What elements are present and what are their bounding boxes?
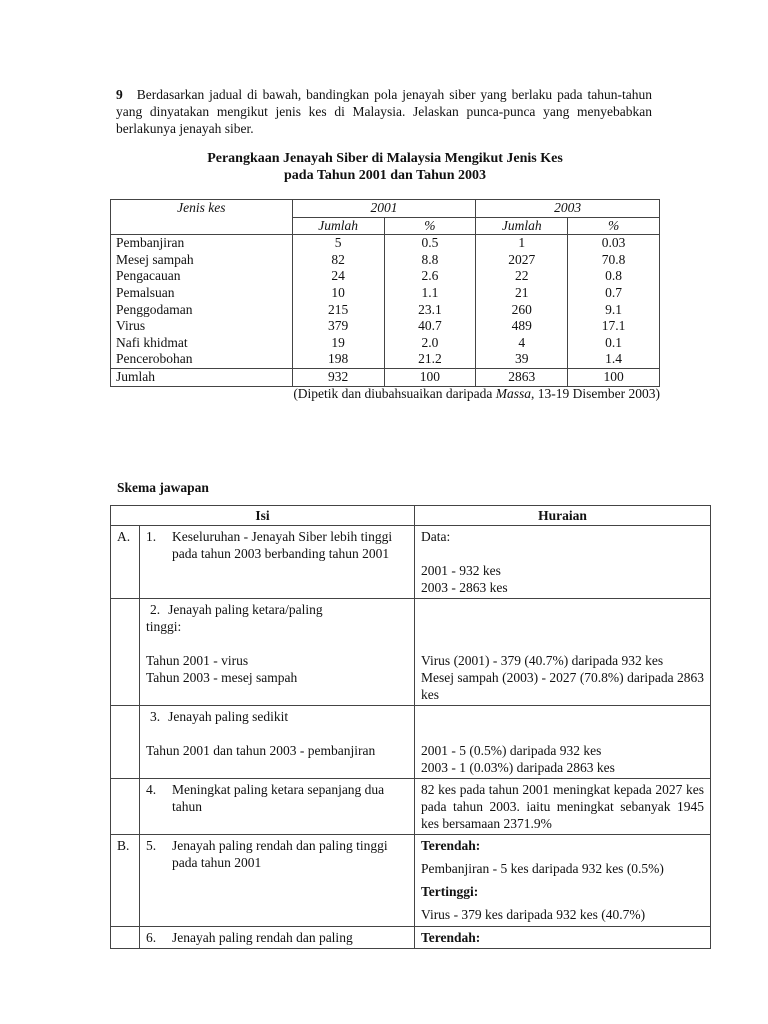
scheme-row — [111, 526, 711, 599]
source-prefix: (Dipetik dan diubahsuaikan daripada — [293, 386, 496, 401]
jumlah-2001-cell: 5 — [292, 235, 384, 252]
header-huraian: Huraian — [415, 506, 711, 526]
stats-row — [111, 335, 660, 352]
case-type-cell: Mesej sampah — [111, 252, 293, 269]
item-number: 3. — [150, 709, 161, 724]
total-jumlah-2001: 932 — [292, 368, 384, 386]
header-percent-2003: % — [568, 217, 660, 235]
header-percent-2001: % — [384, 217, 476, 235]
section-label-a: A. — [111, 526, 140, 599]
percent-2001-cell: 1.1 — [384, 285, 476, 302]
stats-row — [111, 252, 660, 269]
case-type-cell: Penggodaman — [111, 302, 293, 319]
item-isi: Jenayah paling rendah dan paling — [172, 930, 353, 945]
question-number: 9 — [116, 87, 123, 102]
item-isi: Jenayah paling ketara/paling — [168, 602, 323, 617]
jumlah-2003-cell: 260 — [476, 302, 568, 319]
stats-row — [111, 268, 660, 285]
case-type-cell: Pemalsuan — [111, 285, 293, 302]
case-type-cell: Pembanjiran — [111, 235, 293, 252]
percent-2001-cell: 40.7 — [384, 318, 476, 335]
percent-2003-cell: 9.1 — [568, 302, 660, 319]
jumlah-2001-cell: 10 — [292, 285, 384, 302]
source-publication: Massa — [495, 386, 532, 401]
huraian-text: 2003 - 1 (0.03%) daripada 2863 kes — [421, 760, 615, 775]
total-label: Jumlah — [111, 368, 293, 386]
stats-row — [111, 351, 660, 368]
jumlah-2001-cell: 198 — [292, 351, 384, 368]
total-jumlah-2003: 2863 — [476, 368, 568, 386]
huraian-heading: Tertinggi: — [421, 884, 479, 899]
huraian-text: 2003 - 2863 kes — [421, 580, 508, 595]
header-year-2001: 2001 — [292, 200, 476, 218]
jumlah-2001-cell: 82 — [292, 252, 384, 269]
huraian-text: Pembanjiran - 5 kes daripada 932 kes (0.5%) — [421, 861, 664, 876]
header-year-2003: 2003 — [476, 200, 660, 218]
jumlah-2001-cell: 24 — [292, 268, 384, 285]
percent-2003-cell: 17.1 — [568, 318, 660, 335]
huraian-text: 82 kes pada tahun 2001 meningkat kepada 2027 kes pada tahun 2003. iaitu meningkat sebanyak 1945 kes bersamaan 2371.9% — [421, 782, 704, 831]
scheme-row — [111, 599, 711, 706]
stats-row — [111, 285, 660, 302]
huraian-text: 2001 - 5 (0.5%) daripada 932 kes — [421, 743, 602, 758]
percent-2001-cell: 8.8 — [384, 252, 476, 269]
header-isi: Isi — [111, 506, 415, 526]
jumlah-2003-cell: 2027 — [476, 252, 568, 269]
huraian-heading: Terendah: — [421, 930, 481, 945]
percent-2003-cell: 0.1 — [568, 335, 660, 352]
section-label-b: B. — [111, 835, 140, 927]
table-title-line2: pada Tahun 2001 dan Tahun 2003 — [284, 168, 486, 183]
case-type-cell: Nafi khidmat — [111, 335, 293, 352]
case-type-cell: Pengacauan — [111, 268, 293, 285]
item-isi: Tahun 2001 - virus — [146, 653, 249, 668]
item-number: 6. — [146, 930, 157, 945]
jumlah-2003-cell: 489 — [476, 318, 568, 335]
question-text — [116, 86, 652, 137]
item-isi: tinggi: — [146, 619, 182, 634]
item-isi: Tahun 2003 - mesej sampah — [146, 670, 298, 685]
scheme-row — [111, 706, 711, 779]
percent-2003-cell: 0.7 — [568, 285, 660, 302]
skema-heading: Skema jawapan — [117, 480, 209, 495]
source-citation — [110, 386, 660, 402]
huraian-text: Virus - 379 kes daripada 932 kes (40.7%) — [421, 907, 646, 922]
percent-2001-cell: 0.5 — [384, 235, 476, 252]
percent-2001-cell: 2.6 — [384, 268, 476, 285]
item-number: 2. — [150, 602, 161, 617]
total-percent-2001: 100 — [384, 368, 476, 386]
total-percent-2003: 100 — [568, 368, 660, 386]
percent-2001-cell: 2.0 — [384, 335, 476, 352]
jumlah-2003-cell: 1 — [476, 235, 568, 252]
jumlah-2003-cell: 21 — [476, 285, 568, 302]
jumlah-2003-cell: 4 — [476, 335, 568, 352]
scheme-row — [111, 927, 711, 949]
item-number: 4. — [146, 782, 157, 797]
stats-row — [111, 302, 660, 319]
percent-2003-cell: 0.03 — [568, 235, 660, 252]
item-isi: Tahun 2001 dan tahun 2003 - pembanjiran — [146, 743, 376, 758]
answer-scheme-table — [110, 505, 711, 949]
huraian-heading: Terendah: — [421, 838, 481, 853]
header-jenis-kes: Jenis kes — [111, 200, 293, 235]
huraian-text: Data: — [421, 529, 451, 544]
stats-row — [111, 318, 660, 335]
header-jumlah-2001: Jumlah — [292, 217, 384, 235]
case-type-cell: Virus — [111, 318, 293, 335]
item-isi: Jenayah paling rendah dan paling tinggi pada tahun 2001 — [172, 838, 388, 870]
item-number: 5. — [146, 838, 157, 853]
scheme-row — [111, 835, 711, 927]
percent-2003-cell: 1.4 — [568, 351, 660, 368]
percent-2003-cell: 0.8 — [568, 268, 660, 285]
percent-2003-cell: 70.8 — [568, 252, 660, 269]
huraian-text: Mesej sampah (2003) - 2027 (70.8%) daripada 2863 kes — [421, 670, 704, 702]
case-type-cell: Pencerobohan — [111, 351, 293, 368]
jumlah-2001-cell: 215 — [292, 302, 384, 319]
percent-2001-cell: 21.2 — [384, 351, 476, 368]
jumlah-2003-cell: 22 — [476, 268, 568, 285]
table-title-line1: Perangkaan Jenayah Siber di Malaysia Mengikut Jenis Kes — [207, 151, 563, 166]
jumlah-2001-cell: 19 — [292, 335, 384, 352]
cybercrime-stats-table — [110, 199, 660, 387]
item-number: 1. — [146, 529, 157, 544]
source-suffix: , 13-19 Disember 2003) — [531, 386, 660, 401]
jumlah-2003-cell: 39 — [476, 351, 568, 368]
item-isi: Jenayah paling sedikit — [168, 709, 289, 724]
item-isi: Keseluruhan - Jenayah Siber lebih tinggi pada tahun 2003 berbanding tahun 2001 — [172, 529, 393, 561]
stats-row — [111, 235, 660, 252]
jumlah-2001-cell: 379 — [292, 318, 384, 335]
huraian-text: 2001 - 932 kes — [421, 563, 501, 578]
header-jumlah-2003: Jumlah — [476, 217, 568, 235]
scheme-row — [111, 779, 711, 835]
question-body: Berdasarkan jadual di bawah, bandingkan pola jenayah siber yang berlaku pada tahun-tahun yang dinyatakan mengikut jenis kes di Malaysia. Jelaskan punca-punca yang menyebabkan berlakunya jenayah siber. — [116, 87, 652, 136]
percent-2001-cell: 23.1 — [384, 302, 476, 319]
item-isi: Meningkat paling ketara sepanjang dua tahun — [172, 782, 385, 814]
huraian-text: Virus (2001) - 379 (40.7%) daripada 932 kes — [421, 653, 664, 668]
